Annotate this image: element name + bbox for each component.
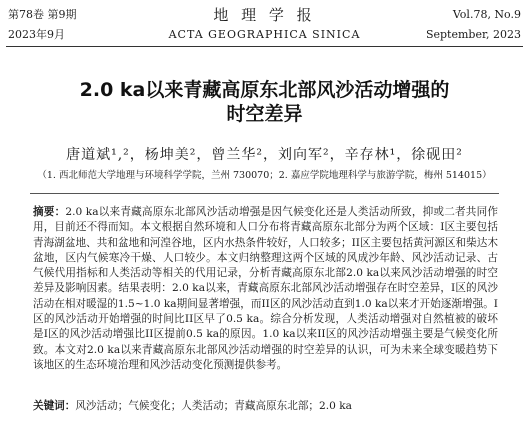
keywords <box>33 399 498 413</box>
date-en: September, 2023 <box>425 28 521 41</box>
abstract <box>33 205 498 373</box>
journal-header <box>0 0 529 50</box>
volume-issue-en: Vol.78, No.9 <box>452 8 521 21</box>
affiliations: （1. 西北师范大学地理与环境科学学院，兰州 730070；2. 嘉应学院地理科学与旅游学院，梅州 514015） <box>37 170 492 181</box>
title-line-1: 2.0 ka以来青藏高原东北部风沙活动增强的 <box>79 79 450 101</box>
section-divider <box>30 193 499 194</box>
journal-name-cn: 地 理 学 报 <box>213 6 316 24</box>
keywords-text: 风沙活动；气候变化；人类活动；青藏高原东北部；2.0 ka <box>75 400 352 412</box>
keywords-label: 关键词： <box>33 400 76 412</box>
date-cn: 2023年9月 <box>8 28 65 41</box>
title-line-2: 时空差异 <box>226 103 303 125</box>
author-list: 唐道斌¹,²，杨坤美²，曾兰华²，刘向军²，辛存林¹，徐砚田² <box>66 147 463 163</box>
article-title <box>0 78 529 126</box>
header-divider <box>6 46 523 47</box>
journal-name-en: ACTA GEOGRAPHICA SINICA <box>168 28 361 41</box>
volume-issue-cn: 第78卷 第9期 <box>8 8 77 21</box>
abstract-label: 摘要： <box>33 206 66 218</box>
abstract-text: 2.0 ka以来青藏高原东北部风沙活动增强是因气候变化还是人类活动所致，抑或二者共同作用，目前还不得而知。本文根据自然环境和人口分布将青藏高原东北部分为两个区域：I区主要包括青海湖盆地、共和盆地和河湟谷地，区内水热条件较好，人口较多；II区主要包括黄河源区和柴达木盆地，区内气候寒冷干燥、人口较少。本文归纳整理这两个区域的风成沙年龄、风沙活动记录、古气候代用指标和人类活动等相关的代用记录，分析青藏高原东北部2.0 ka以来风沙活动增强的时空差异及影响因素。结果表明：2.0 ka以来，青藏高原东北部风沙活动增强存在时空差异，I区的风沙活动在相对暖湿的1.5~1.0 ka期间显著增强，而II区的风沙活动直到1.0 ka以来才开始逐渐增强。I区的风沙活动开始增强的时间比II区早了0.5 ka。综合分析发现，人类活动增强对自然植被的破坏是I区的风沙活动增强比II区提前0.5 ka的原因。1.0 ka以来II区的风沙活动增强主要是气候变化所致。本文对2.0 ka以来青藏高原东北部风沙活动增强的时空差异的认识，可为未来全球变暖趋势下该地区的生态环境治理和风沙活动变化预测提供参考。 <box>33 206 498 371</box>
